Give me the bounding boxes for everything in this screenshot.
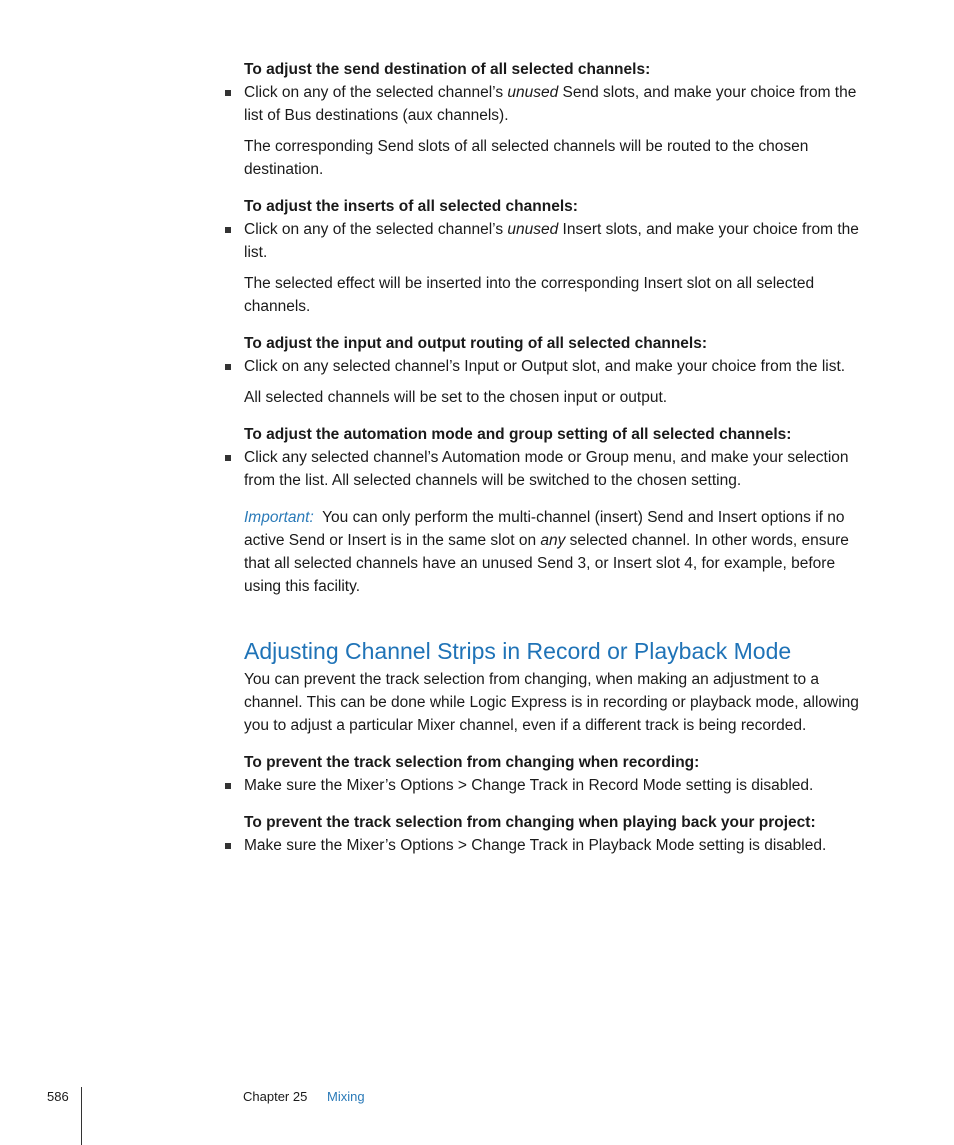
chapter-label: Chapter 25: [243, 1089, 308, 1104]
body-paragraph: All selected channels will be set to the chosen input or output.: [244, 389, 668, 406]
bullet-text: Click on any of the selected channel’s: [244, 84, 508, 101]
task-heading-recording: To prevent the track selection from changing when recording:: [244, 754, 700, 771]
bullet-text: Click on any selected channel’s Input or Output slot, and make your choice from the list.: [244, 358, 846, 375]
task-heading-playback: To prevent the track selection from changing when playing back your project:: [244, 814, 816, 831]
emphasis: any: [540, 532, 566, 549]
square-bullet-icon: [225, 783, 231, 789]
task-heading-io-routing: To adjust the input and output routing of all selected channels:: [244, 335, 707, 352]
bullet-text: Make sure the Mixer’s Options > Change Track in Record Mode setting is disabled.: [244, 777, 814, 794]
section-title: Adjusting Channel Strips in Record or Playback Mode: [244, 638, 792, 664]
important-note: [244, 506, 864, 598]
task-heading-send-destination: To adjust the send destination of all selected channels:: [244, 61, 651, 78]
square-bullet-icon: [225, 227, 231, 233]
bullet-text: Click on any of the selected channel’s: [244, 221, 508, 238]
bullet-text: Insert slots, and make your choice from the list.: [244, 221, 859, 261]
bullet-text: Click any selected channel’s Automation mode or Group menu, and make your selection from the list. All selected channels will be switched to the chosen setting.: [244, 449, 849, 489]
page-number: 586: [47, 1089, 69, 1104]
task-heading-automation: To adjust the automation mode and group setting of all selected channels:: [244, 426, 792, 443]
square-bullet-icon: [225, 843, 231, 849]
body-paragraph: The corresponding Send slots of all selected channels will be routed to the chosen destination.: [244, 138, 809, 178]
note-text: selected channel. In other words, ensure that all selected channels have an unused Send 3, or Insert slot 4, for example, before using this facility.: [244, 532, 849, 595]
footer-divider: [81, 1087, 82, 1145]
square-bullet-icon: [225, 455, 231, 461]
chapter-name-link[interactable]: Mixing: [327, 1089, 365, 1104]
bullet-item: [244, 355, 864, 378]
square-bullet-icon: [225, 90, 231, 96]
bullet-item: [244, 446, 864, 492]
bullet-item: [244, 218, 864, 264]
emphasis: unused: [507, 84, 559, 101]
bullet-text: Make sure the Mixer’s Options > Change Track in Playback Mode setting is disabled.: [244, 837, 827, 854]
bullet-item: [244, 81, 864, 127]
body-paragraph: The selected effect will be inserted into the corresponding Insert slot on all selected channels.: [244, 275, 815, 315]
bullet-text: Send slots, and make your choice from the list of Bus destinations (aux channels).: [244, 84, 857, 124]
task-heading-inserts: To adjust the inserts of all selected channels:: [244, 198, 578, 215]
note-text: You can only perform the multi-channel (insert) Send and Insert options if no active Send or Insert is in the same slot on: [244, 509, 849, 549]
important-label: Important:: [244, 509, 314, 526]
page-content: [244, 58, 864, 857]
bullet-item: [244, 774, 864, 797]
emphasis: unused: [507, 221, 559, 238]
bullet-item: [244, 834, 864, 857]
section-intro: You can prevent the track selection from changing, when making an adjustment to a channel. This can be done while Logic Express is in recording or playback mode, allowing you to adjust a particular Mixer channel, even if a different track is being recorded.: [244, 671, 859, 734]
square-bullet-icon: [225, 364, 231, 370]
